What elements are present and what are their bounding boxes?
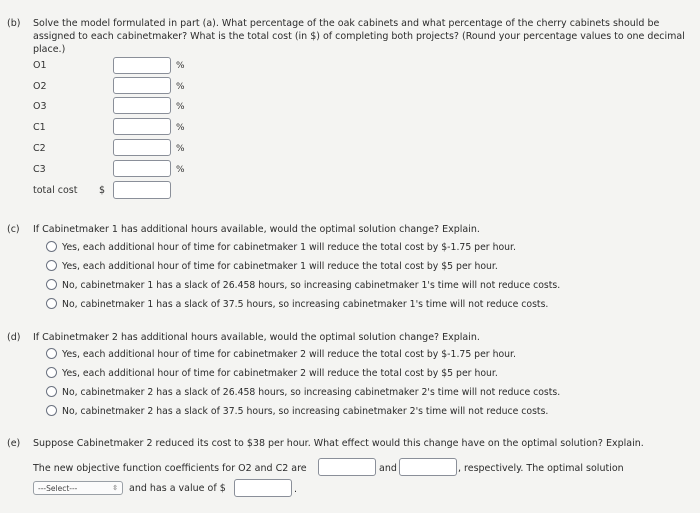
c2-percent-input[interactable]	[113, 139, 171, 156]
part-c-option-2-radio[interactable]	[46, 260, 57, 271]
part-c-option-3-text[interactable]: No, cabinetmaker 1 has a slack of 26.458 hours, so increasing cabinetmaker 1's time will not reduce costs.	[62, 280, 561, 291]
part-c-option-1-text[interactable]: Yes, each additional hour of time for cabinetmaker 1 will reduce the total cost by $-1.75 per hour.	[62, 242, 516, 253]
part-d-option-4-text[interactable]: No, cabinetmaker 2 has a slack of 37.5 hours, so increasing cabinetmaker 2's time will not reduce costs.	[62, 406, 549, 417]
part-b-line-3: place.)	[33, 44, 66, 55]
row-label-c1: C1	[33, 122, 46, 133]
part-d-option-2-radio[interactable]	[46, 367, 57, 378]
part-e-text-and: and	[379, 463, 397, 474]
part-b-line-2: assigned to each cabinetmaker? What is the total cost (in $) of completing both projects? (Round your percentage values to one decimal	[33, 31, 685, 42]
part-c-option-4-text[interactable]: No, cabinetmaker 1 has a slack of 37.5 hours, so increasing cabinetmaker 1's time will not reduce costs.	[62, 299, 549, 310]
optimal-value-input[interactable]	[234, 479, 292, 497]
c1-percent-input[interactable]	[113, 118, 171, 135]
total-cost-currency: $	[99, 185, 106, 196]
o1-percent-input[interactable]	[113, 57, 171, 74]
part-d-option-4-radio[interactable]	[46, 405, 57, 416]
c1-percent-unit: %	[176, 123, 185, 133]
part-b-question	[33, 17, 695, 56]
o2-coefficient-input[interactable]	[318, 458, 376, 476]
row-label-o3: O3	[33, 101, 47, 112]
total-cost-input[interactable]	[113, 181, 171, 199]
c2-coefficient-input[interactable]	[399, 458, 457, 476]
row-label-o2: O2	[33, 81, 47, 92]
chevron-updown-icon: ⇳	[112, 484, 118, 492]
part-d-option-3-radio[interactable]	[46, 386, 57, 397]
part-b-label: (b)	[7, 18, 21, 29]
o2-percent-unit: %	[176, 82, 185, 92]
c3-percent-input[interactable]	[113, 160, 171, 177]
part-d-option-2-text[interactable]: Yes, each additional hour of time for cabinetmaker 2 will reduce the total cost by $5 per hour.	[62, 368, 498, 379]
row-label-o1: O1	[33, 60, 47, 71]
part-c-option-2-text[interactable]: Yes, each additional hour of time for cabinetmaker 1 will reduce the total cost by $5 per hour.	[62, 261, 498, 272]
part-e-label: (e)	[7, 438, 21, 449]
part-d-option-3-text[interactable]: No, cabinetmaker 2 has a slack of 26.458 hours, so increasing cabinetmaker 2's time will not reduce costs.	[62, 387, 561, 398]
optimal-solution-select-value: ---Select---	[38, 484, 78, 493]
part-e-text-end: .	[294, 484, 298, 495]
part-c-option-3-radio[interactable]	[46, 279, 57, 290]
o3-percent-input[interactable]	[113, 97, 171, 114]
part-e-text-a: The new objective function coefficients for O2 and C2 are	[33, 463, 307, 474]
part-d-question: If Cabinetmaker 2 has additional hours available, would the optimal solution change? Explain.	[33, 332, 480, 343]
part-e-text-c: and has a value of $	[129, 483, 226, 494]
part-d-label: (d)	[7, 332, 21, 343]
optimal-solution-select[interactable]	[33, 481, 123, 495]
o1-percent-unit: %	[176, 61, 185, 71]
o2-percent-input[interactable]	[113, 77, 171, 94]
part-e-question: Suppose Cabinetmaker 2 reduced its cost to $38 per hour. What effect would this change have on the optimal solution? Explain.	[33, 438, 644, 449]
part-e-text-b: , respectively. The optimal solution	[458, 463, 624, 474]
part-b-line-1: Solve the model formulated in part (a). What percentage of the oak cabinets and what percentage of the cherry cabinets should be	[33, 18, 660, 29]
part-c-option-1-radio[interactable]	[46, 241, 57, 252]
row-label-c2: C2	[33, 143, 46, 154]
part-c-option-4-radio[interactable]	[46, 298, 57, 309]
c3-percent-unit: %	[176, 165, 185, 175]
total-cost-label: total cost	[33, 185, 78, 196]
part-c-label: (c)	[7, 224, 20, 235]
part-d-option-1-text[interactable]: Yes, each additional hour of time for cabinetmaker 2 will reduce the total cost by $-1.75 per hour.	[62, 349, 516, 360]
o3-percent-unit: %	[176, 102, 185, 112]
c2-percent-unit: %	[176, 144, 185, 154]
part-d-option-1-radio[interactable]	[46, 348, 57, 359]
part-c-question: If Cabinetmaker 1 has additional hours available, would the optimal solution change? Explain.	[33, 224, 480, 235]
row-label-c3: C3	[33, 164, 46, 175]
